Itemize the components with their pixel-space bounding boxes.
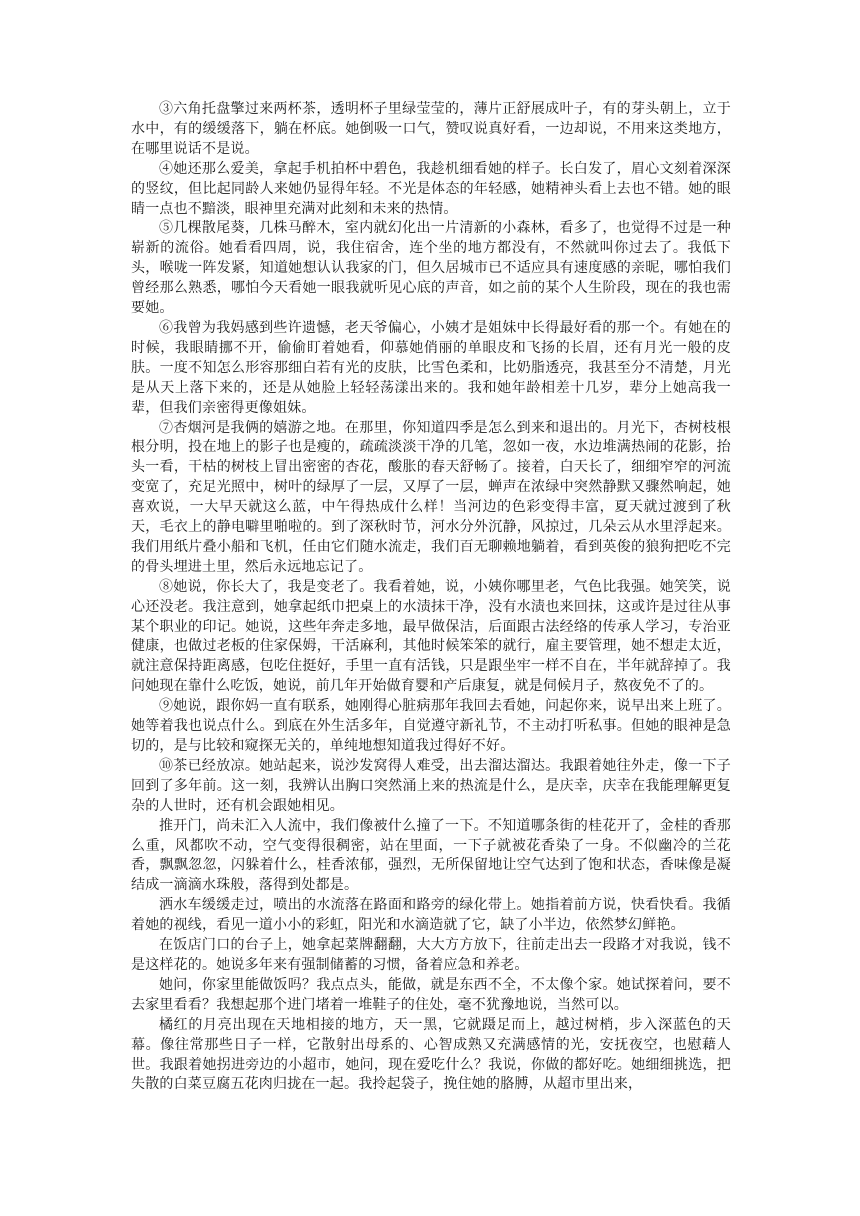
paragraph-8: ⑧她说，你长大了，我是变老了。我看着她，说，小姨你哪里老，气色比我强。她笑笑，说心还没老。我注意到，她拿起纸巾把桌上的水渍抹干净，没有水渍也来回抹，这或许是过往从事某个职业的印记。她说，这些年奔走多地，最早做保洁，后面跟古法经络的传承人学习，专治亚健康，也做过老板的住家保姆，干活麻利，其他时候笨笨的就行，雇主要管理，她不想走太近，就注意保持距离感，包吃住挺好，手里一直有活钱，只是跟坐牢一样不自在，半年就辞掉了。我问她现在靠什么吃饭，她说，前几年开始做育婴和产后康复，就是伺候月子，熬夜免不了的。 [131,578,731,695]
paragraph-9: ⑨她说，跟你妈一直有联系，她刚得心脏病那年我回去看她，问起你来，说早出来上班了。她等着我也说点什么。到底在外生活多年，自觉遵守新礼节，不主动打听私事。但她的眼神是急切的，是与比较和窥探无关的，单纯地想知道我过得好不好。 [131,698,731,754]
paragraph-6: ⑥我曾为我妈感到些许遗憾，老天爷偏心，小姨才是姐妹中长得最好看的那一个。有她在的时候，我眼睛挪不开，偷偷盯着她看，仰慕她俏丽的单眼皮和飞扬的长眉，还有月光一般的皮肤。一度不知怎么形容那细白若有光的皮肤，比雪色柔和，比奶脂透亮，我甚至分不清楚，月光是从天上落下来的，还是从她脸上轻轻荡漾出来的。我和她年龄相差十几岁，辈分上她高我一辈，但我们亲密得更像姐妹。 [131,319,731,416]
paragraph-4: ④她还那么爱美，拿起手机拍杯中碧色，我趁机细看她的样子。长白发了，眉心文刻着深深的竖纹，但比起同龄人来她仍显得年轻。不光是体态的年轻感，她精神头看上去也不错。她的眼睛一点也不黯淡，眼神里充满对此刻和未来的热情。 [131,160,731,217]
paragraph-rainbow: 洒水车缓缓走过，喷出的水流落在路面和路旁的绿化带上。她指着前方说，快看快看。我循着她的视线，看见一道小小的彩虹，阳光和水滴造就了它，缺了小半边，依然梦幻鲜艳。 [131,897,731,934]
article-body [131,100,731,1095]
paragraph-osmanthus: 推开门，尚未汇入人流中，我们像被什么撞了一下。不知道哪条街的桂花开了，金桂的香那么重，风都吹不动，空气变得很稠密，站在里面，一下子就被花香染了一身。不似幽冷的兰花香，飘飘忽忽，闪躲着什么，桂香浓郁，强烈，无所保留地让空气达到了饱和状态，香味像是凝结成一滴滴水珠般，落得到处都是。 [131,817,731,894]
paragraph-3: ③六角托盘擎过来两杯茶，透明杯子里绿莹莹的，薄片正舒展成叶子，有的芽头朝上，立于水中，有的缓缓落下，躺在杯底。她倒吸一口气，赞叹说真好看，一边却说，不用来这类地方，在哪里说话不是说。 [131,101,731,157]
paragraph-7: ⑦杏烟河是我俩的嬉游之地。在那里，你知道四季是怎么到来和退出的。月光下，杏树枝根根分明，投在地上的影子也是瘦的，疏疏淡淡干净的几笔，忽如一夜，水边堆满热闹的花影，抬头一看，干枯的树枝上冒出密密的杏花，酸胀的春天舒畅了。接着，白天长了，细细窄窄的河流变宽了，充足光照中，树叶的绿厚了一层，又厚了一层，蝉声在浓绿中突然静默又骤然响起，她喜欢说，一大早天就这么蓝，中午得热成什么样！当河边的色彩变得丰富，夏天就过渡到了秋天，毛衣上的静电噼里啪啦的。到了深秋时节，河水分外沉静，风掠过，几朵云从水里浮起来。我们用纸片叠小船和飞机，任由它们随水流走，我们百无聊赖地躺着，看到英俊的狼狗把吃不完的骨头埋进土里，然后永远地忘记了。 [131,419,731,575]
paragraph-10: ⑩茶已经放凉。她站起来，说沙发窝得人难受，出去溜达溜达。我跟着她往外走，像一下子回到了多年前。这一刻，我辨认出胸口突然涌上来的热流是什么，是庆幸，庆幸在我能理解更复杂的人世时，还有机会跟她相见。 [131,757,731,814]
paragraph-cooking: 她问，你家里能做饭吗？我点点头，能做，就是东西不全，不太像个家。她试探着问，要不去家里看看？我想起那个进门堵着一堆鞋子的住处，毫不犹豫地说，当然可以。 [131,976,731,1013]
paragraph-moon: 橘红的月亮出现在天地相接的地方，天一黑，它就蹑足而上，越过树梢，步入深蓝色的天幕。像往常那些日子一样，它散射出母系的、心智成熟又充满感情的光，安抚夜空，也慰藉人世。我跟着她拐进旁边的小超市，她问，现在爱吃什么？我说，你做的都好吃。她细细挑选，把失散的白菜豆腐五花肉归拢在一起。我拎起袋子，挽住她的胳膊，从超市里出来， [131,1016,731,1093]
paragraph-5: ⑤几棵散尾葵，几株马醉木，室内就幻化出一片清新的小森林，看多了，也觉得不过是一种崭新的流俗。她看看四周，说，我住宿舍，连个坐的地方都没有，不然就叫你过去了。我低下头，喉咙一阵发紧，知道她想认认我家的门，但久居城市已不适应具有速度感的亲昵，哪怕我们曾经那么熟悉，哪怕今天看她一眼我就听见心底的声音，如之前的某个人生阶段，现在的我也需要她。 [131,220,731,317]
paragraph-restaurant: 在饭店门口的台子上，她拿起菜牌翻翻，大大方方放下，往前走出去一段路才对我说，钱不是这样花的。她说多年来有强制储蓄的习惯，备着应急和养老。 [131,937,731,973]
